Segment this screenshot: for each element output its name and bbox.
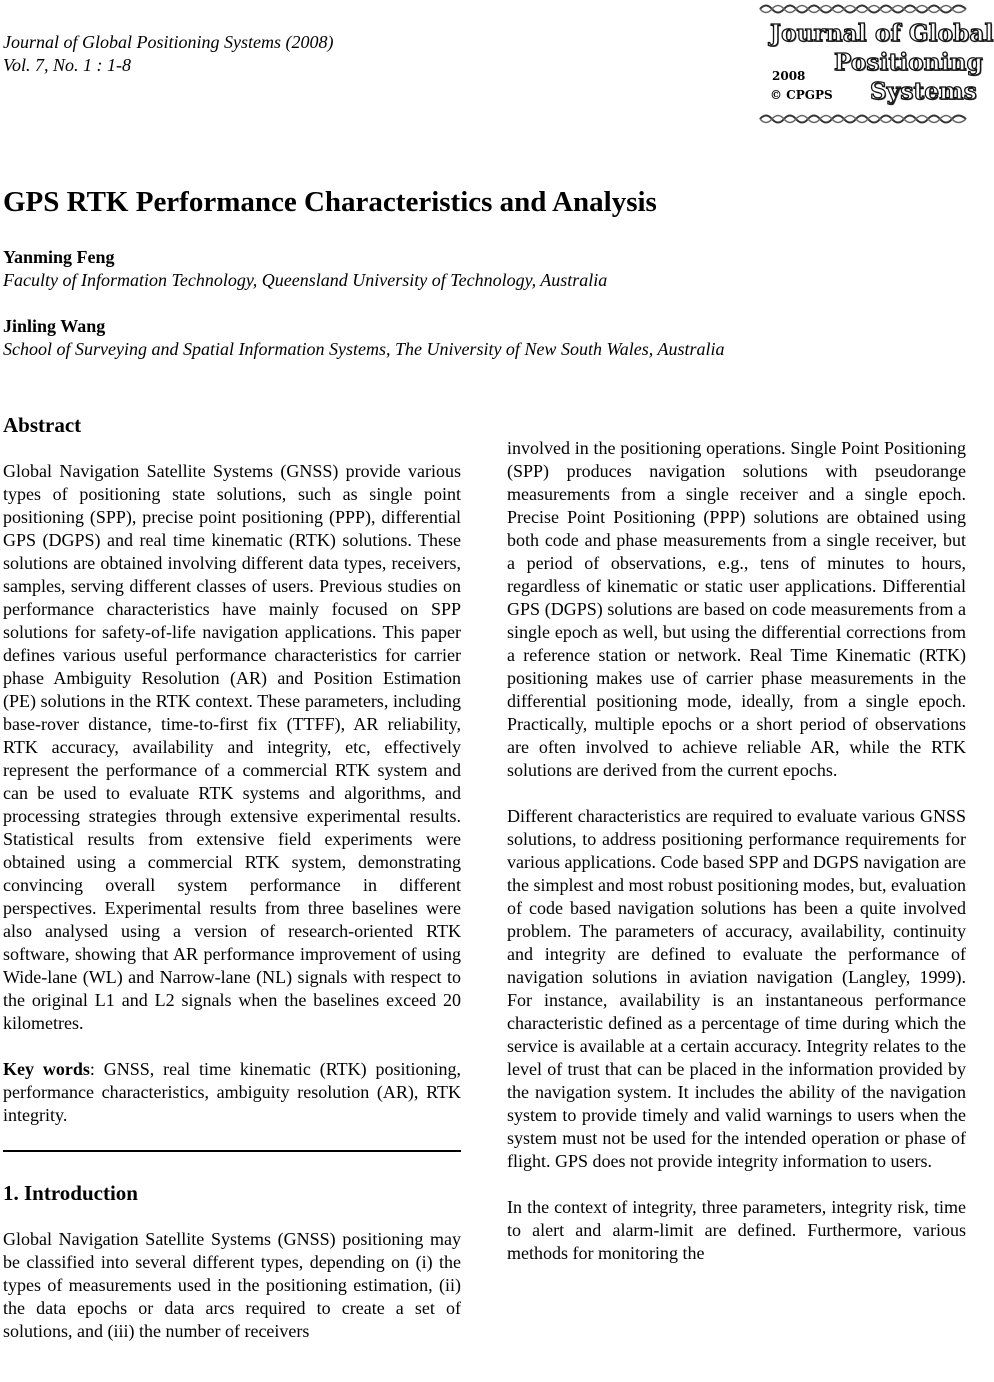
journal-reference [3, 31, 333, 77]
intro-paragraph-start: Global Navigation Satellite Systems (GNSS) positioning may be classified into several different types, depending on (i) the types of measurements used in the positioning estimation, (ii) the data epochs or data arcs required to create a set of solutions, and (iii) the number of receivers [3, 1229, 461, 1341]
introduction-heading: 1. Introduction [3, 1181, 138, 1205]
logo-text-line1: Journal of Global [770, 20, 994, 47]
abstract-heading: Abstract [3, 413, 82, 437]
intro-paragraph-2: Different characteristics are required to evaluate various GNSS solutions, to address positioning performance requirements for various applications. Code based SPP and DGPS navigation are the simplest and most robust positioning modes, but, evaluation of code based navigation solutions has been a quite involved problem. The parameters of accuracy, availability, continuity and integrity are defined to evaluate the performance of navigation solutions in aviation navigation (Langley, 1999). For instance, availability is an instantaneous performance characteristic defined as a percentage of time during which the service is available at a certain accuracy. Integrity relates to the level of trust that can be placed in the information provided by the navigation system. It includes the ability of the navigation system to provide timely and valid warnings to users when the system must not be used for the intended operation or phase of flight. GPS does not provide integrity information to users. [507, 806, 966, 1171]
intro-paragraph-3: In the context of integrity, three parameters, integrity risk, time to alert and alarm-limit are defined. Furthermore, various methods for monitoring the [507, 1197, 966, 1263]
vine-border-bottom-icon [760, 112, 966, 126]
logo-year: 2008 [772, 69, 806, 83]
intro-paragraph-continued: involved in the positioning operations. Single Point Positioning (SPP) produces navigation solutions with pseudorange measurements from a single receiver and a single epoch. Precise Point Positioning (PPP) solutions are obtained using both code and phase measurements from a single receiver, but a period of observations, e.g., tens of minutes to hours, regardless of kinematic or static user applications. Differential GPS (DGPS) solutions are based on code measurements from a single epoch as well, but using the differential corrections from a reference station or network. Real Time Kinematic (RTK) positioning makes use of carrier phase measurements in the differential positioning mode, ideally, from a single epoch. Practically, multiple epochs or a short period of observations are often involved to achieve reliable AR, while the RTK solutions are derived from the current epochs. [507, 438, 966, 780]
author-name: Jinling Wang [3, 316, 106, 336]
author-affiliation: Faculty of Information Technology, Queensland University of Technology, Australia [3, 270, 608, 290]
author-name: Yanming Feng [3, 247, 115, 267]
journal-logo [760, 0, 994, 126]
keywords-text: : GNSS, real time kinematic (RTK) positioning, performance characteristics, ambiguity resolution (AR), RTK integrity. [3, 1059, 461, 1125]
journal-volume-line: Vol. 7, No. 1 : 1-8 [3, 55, 131, 75]
right-column [507, 437, 966, 1288]
logo-copyright: © CPGPS [770, 88, 833, 102]
vine-border-top-icon [760, 2, 966, 16]
author-block [3, 246, 607, 292]
paper-title: GPS RTK Performance Characteristics and Analysis [3, 186, 657, 218]
author-affiliation: School of Surveying and Spatial Information Systems, The University of New South Wales, Australia [3, 339, 725, 359]
left-column [3, 412, 461, 1366]
author-block [3, 315, 724, 361]
journal-name-line: Journal of Global Positioning Systems (2008) [3, 32, 334, 52]
keywords [3, 1058, 461, 1127]
logo-text-line2: Positioning [834, 49, 983, 76]
section-divider [3, 1150, 461, 1152]
keywords-label: Key words [3, 1059, 90, 1079]
abstract-text: Global Navigation Satellite Systems (GNSS) provide various types of positioning state solutions, such as single point positioning (SPP), precise point positioning (PPP), differential GPS (DGPS) and real time kinematic (RTK) solutions. These solutions are obtained involving different data types, receivers, samples, serving different classes of users. Previous studies on performance characteristics have mainly focused on SPP solutions for safety-of-life navigation applications. This paper defines various useful performance characteristics for carrier phase Ambiguity Resolution (AR) and Position Estimation (PE) solutions in the RTK context. These parameters, including base-rover distance, time-to-first fix (TTFF), AR reliability, RTK accuracy, availability and integrity, etc, effectively represent the performance of a commercial RTK system and can be used to evaluate RTK systems and algorithms, and processing strategies through extensive experimental results. Statistical results from extensive field experiments were obtained using a commercial RTK system, demonstrating convincing overall system performance in different perspectives. Experimental results from three baselines were also analysed using a version of research-oriented RTK software, showing that AR performance improvement of using Wide-lane (WL) and Narrow-lane (NL) signals with respect to the original L1 and L2 signals when the baselines exceed 20 kilometres. [3, 461, 461, 1033]
logo-text-line3: Systems [870, 78, 977, 105]
